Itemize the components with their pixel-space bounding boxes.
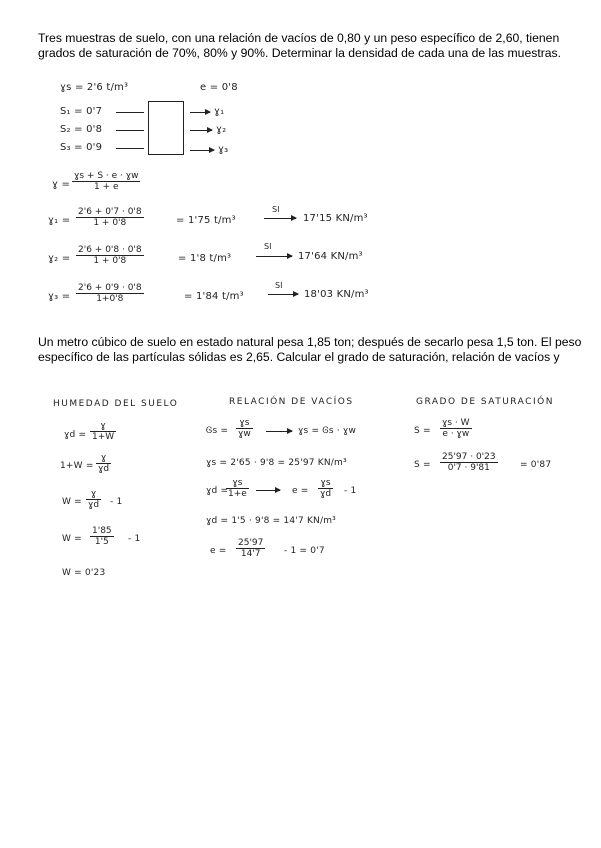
col2-line2: ɣs = 2'65 · 9'8 = 25'97 KN/m³ xyxy=(206,458,347,468)
col1-result: W = 0'23 xyxy=(62,568,106,578)
result2-fraction: $\frac{2'6 + 0'8 \cdot 0'8}{1 + 0'8}$ xyxy=(78,245,142,266)
result3-converted: 18'03 KN/m³ xyxy=(304,289,369,300)
col1-f4-lhs: W = xyxy=(62,534,82,544)
col1-f2-fraction: $\frac{\text{ɣ}}{\text{ɣd}}$ xyxy=(98,453,110,474)
saturation-1: S₁ = 0'7 xyxy=(60,106,103,117)
result1-si: SI xyxy=(272,205,280,214)
result3-si: SI xyxy=(275,281,283,290)
problem1-statement: Tres muestras de suelo, con una relación de vacíos de 0,80 y un peso específico de 2,60, tienen grados de saturación de 70%, 80% y 90%. Determinar la densidad de cada una de las muestras. xyxy=(38,31,562,60)
col2-f3-arrow xyxy=(256,490,280,491)
col2-f3-rhs-lhs: e = xyxy=(292,486,309,496)
result1-fraction: $\frac{2'6 + 0'7 \cdot 0'8}{1 + 0'8}$ xyxy=(78,207,142,228)
diagram-arrow-1 xyxy=(190,112,210,113)
col1-f4-tail: - 1 xyxy=(128,534,141,544)
formula-fraction: $\frac{\text{ɣs + S · e · ɣw}}{1 + e}$ xyxy=(74,171,139,192)
result1-value: = 1'75 t/m³ xyxy=(176,215,236,226)
col2-f1-lhs: Ꮆs = xyxy=(206,426,229,436)
col2-f1-arrow xyxy=(266,431,292,432)
col1-f1-lhs: ɣd = xyxy=(64,430,87,440)
col1-f4-fraction: $\frac{1'85}{1'5}$ xyxy=(92,526,112,547)
col1-f3-tail: - 1 xyxy=(110,497,123,507)
col1-f3-fraction: $\frac{\text{ɣ}}{\text{ɣd}}$ xyxy=(88,489,100,510)
col1-f3-lhs: W = xyxy=(62,497,82,507)
col1-f1-fraction: $\frac{\text{ɣ}}{1+W}$ xyxy=(92,421,115,442)
result1-converted: 17'15 KN/m³ xyxy=(303,213,368,224)
result2-converted: 17'64 KN/m³ xyxy=(298,251,363,262)
result1-arrow xyxy=(264,218,296,219)
col2-f3-rhs-fraction: $\frac{\text{ɣs}}{\text{ɣd}}$ xyxy=(320,478,332,499)
output-1: ɣ₁ xyxy=(214,106,225,117)
col3-f2-tail: = 0'87 xyxy=(520,460,552,470)
sample-box xyxy=(148,101,184,155)
col2-f5-tail: - 1 = 0'7 xyxy=(284,546,325,556)
given-e: e = 0'8 xyxy=(200,82,238,93)
diagram-line-2 xyxy=(116,130,144,131)
col1-heading: HUMEDAD DEL SUELO xyxy=(53,399,179,409)
col2-f1-rhs: ɣs = Ꮆs · ɣw xyxy=(298,426,357,436)
result2-si: SI xyxy=(264,242,272,251)
result3-lhs: ɣ₃ = xyxy=(48,291,71,302)
saturation-2: S₂ = 0'8 xyxy=(60,124,103,135)
formula-lhs: ɣ = xyxy=(52,179,71,190)
col2-f3-rhs-tail: - 1 xyxy=(344,486,357,496)
col2-f5-lhs: e = xyxy=(210,546,227,556)
output-3: ɣ₃ xyxy=(218,144,229,155)
result2-value: = 1'8 t/m³ xyxy=(178,253,232,264)
result2-lhs: ɣ₂ = xyxy=(48,253,71,264)
diagram-arrow-2 xyxy=(190,130,212,131)
result3-value: = 1'84 t/m³ xyxy=(184,291,244,302)
col3-heading: GRADO DE SATURACIÓN xyxy=(416,397,554,407)
col3-f2-fraction: $\frac{25'97 \cdot 0'23}{0'7 \cdot 9'81}$ xyxy=(442,452,496,473)
col2-heading: RELACIÓN DE VACÍOS xyxy=(229,397,354,407)
result1-lhs: ɣ₁ = xyxy=(48,215,71,226)
saturation-3: S₃ = 0'9 xyxy=(60,142,103,153)
col3-f1-fraction: $\frac{\text{ɣs · W}}{\text{e · ɣw}}$ xyxy=(442,418,470,439)
col2-f1-fraction: $\frac{\text{ɣs}}{\text{ɣw}}$ xyxy=(238,418,251,439)
col3-f1-lhs: S = xyxy=(414,426,431,436)
col2-f3-lhs: ɣd = xyxy=(206,486,229,496)
col1-f2-lhs: 1+W = xyxy=(60,461,94,471)
col2-line4: ɣd = 1'5 · 9'8 = 14'7 KN/m³ xyxy=(206,516,336,526)
given-gamma-s: ɣs = 2'6 t/m³ xyxy=(60,82,129,93)
output-2: ɣ₂ xyxy=(216,124,227,135)
col2-f3-fraction: $\frac{\text{ɣs}}{1+e}$ xyxy=(228,478,247,499)
problem2-statement: Un metro cúbico de suelo en estado natural pesa 1,85 ton; después de secarlo pesa 1,5 ton. El peso específico de las partículas sólidas es 2,65. Calcular el grado de saturación, relación de vacíos y xyxy=(38,335,582,364)
result3-fraction: $\frac{2'6 + 0'9 \cdot 0'8}{1+0'8}$ xyxy=(78,283,142,304)
diagram-line-3 xyxy=(116,148,144,149)
diagram-arrow-3 xyxy=(190,150,214,151)
col2-f5-fraction: $\frac{25'97}{14'7}$ xyxy=(238,538,264,559)
result2-arrow xyxy=(256,256,292,257)
col3-f2-lhs: S = xyxy=(414,460,431,470)
diagram-line-1 xyxy=(116,112,144,113)
result3-arrow xyxy=(268,294,298,295)
